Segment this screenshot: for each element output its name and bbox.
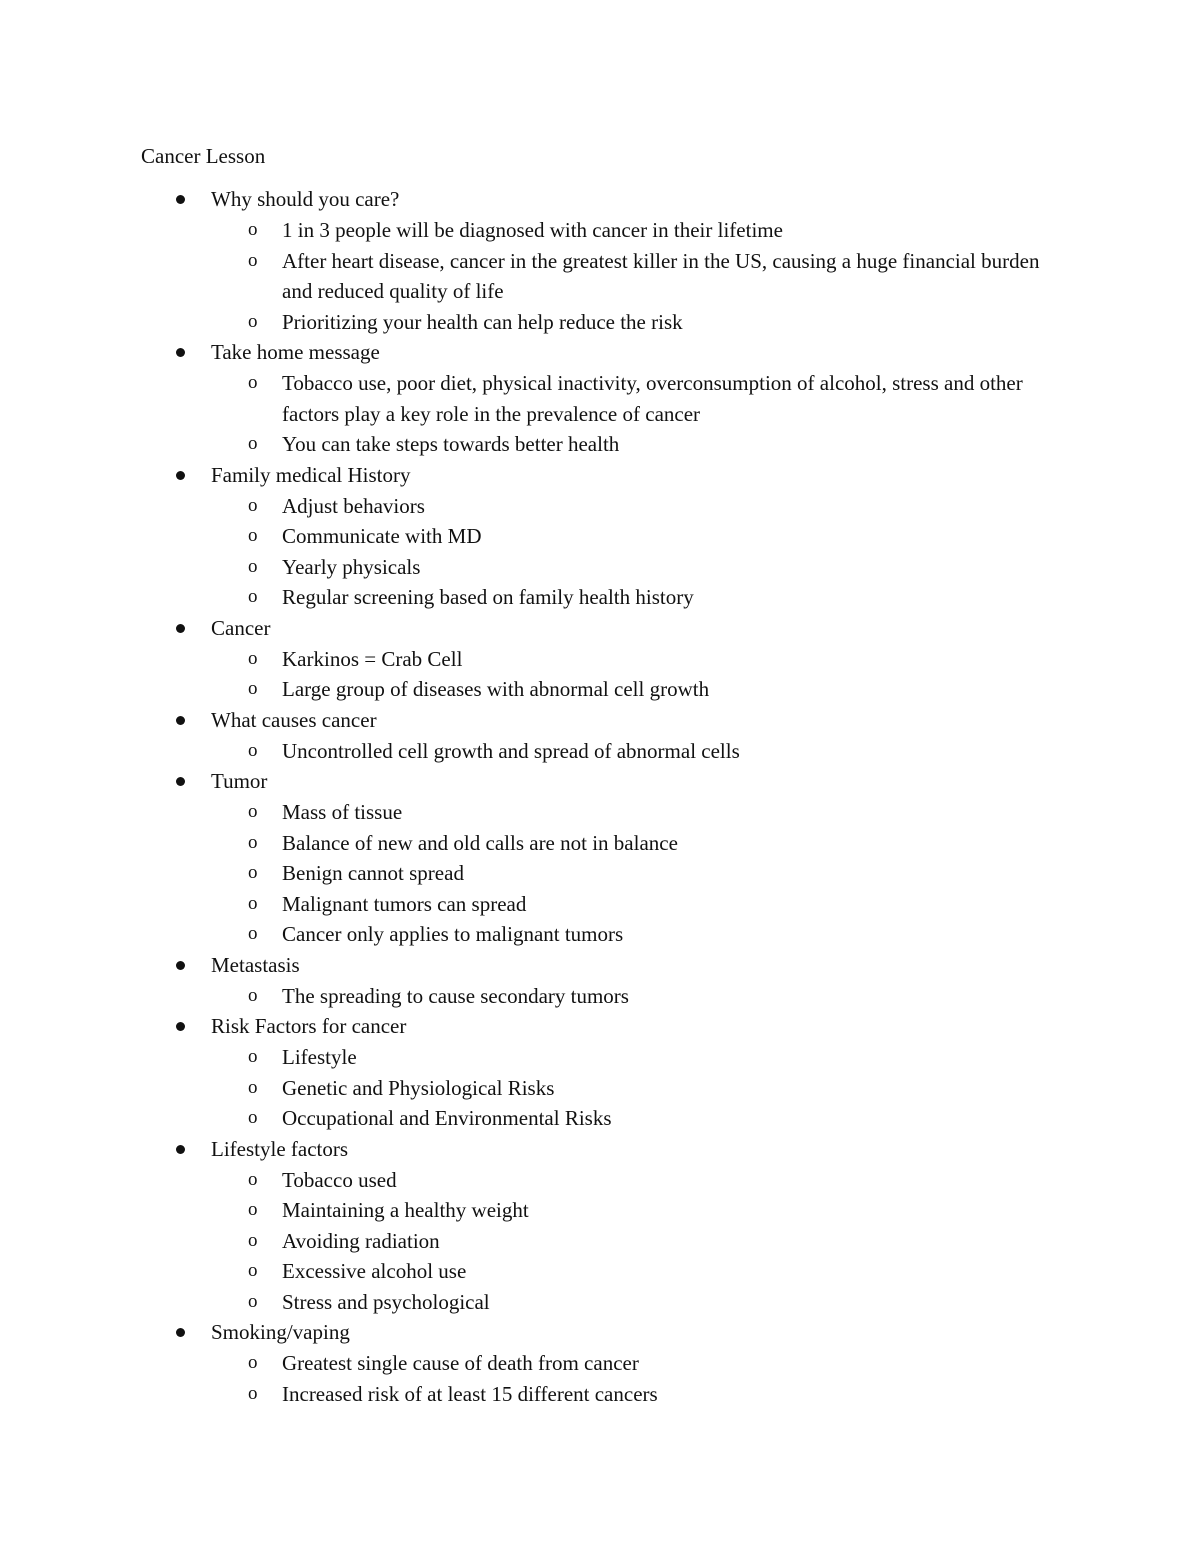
sub-item-text: After heart disease, cancer in the greatest killer in the US, causing a huge financial burden and reduced quality of life [282, 248, 1040, 303]
sub-item-text: Increased risk of at least 15 different cancers [282, 1381, 658, 1406]
sub-item [0, 1042, 1072, 1073]
hollow-circle-bullet-icon: o [248, 525, 258, 546]
sub-item [0, 828, 1072, 859]
topic-row [0, 950, 1200, 981]
topic-label: Tumor [211, 769, 268, 793]
sub-item [0, 215, 1072, 246]
sub-item-text: Mass of tissue [282, 800, 403, 824]
sub-item [0, 1348, 1072, 1379]
sub-item [0, 307, 1072, 338]
bullet-dot-icon [176, 348, 185, 357]
sub-item-list [0, 215, 1200, 337]
sub-item-text: The spreading to cause secondary tumors [282, 983, 629, 1008]
sub-item [0, 429, 1072, 460]
outline-list [0, 184, 1200, 1409]
sub-item [0, 1379, 1072, 1410]
sub-item-text: Occupational and Environmental Risks [282, 1106, 612, 1130]
sub-item-text: Balance of new and old calls are not in balance [282, 830, 678, 855]
hollow-circle-bullet-icon: o [248, 831, 258, 853]
sub-item-text: Tobacco use, poor diet, physical inactivity, overconsumption of alcohol, stress and other factors play a key role in the prevalence of cancer [282, 371, 1023, 426]
sub-item-list [0, 1348, 1200, 1409]
sub-item [0, 736, 1072, 767]
sub-item-list [0, 981, 1200, 1012]
sub-item-text: 1 in 3 people will be diagnosed with cancer in their lifetime [282, 218, 783, 242]
topic-label: Why should you care? [211, 187, 400, 211]
sub-item-text: Tobacco used [282, 1167, 397, 1192]
hollow-circle-bullet-icon: o [248, 219, 258, 240]
hollow-circle-bullet-icon: o [248, 372, 258, 393]
hollow-circle-bullet-icon: o [248, 1046, 258, 1067]
hollow-circle-bullet-icon: o [248, 678, 258, 699]
hollow-circle-bullet-icon: o [248, 984, 258, 1006]
topic-label: Cancer [211, 615, 271, 640]
sub-item-text: Communicate with MD [282, 524, 482, 548]
sub-item [0, 552, 1072, 583]
sub-item-list [0, 797, 1200, 950]
sub-item-list [0, 491, 1200, 613]
hollow-circle-bullet-icon: o [248, 1168, 258, 1190]
sub-item [0, 674, 1072, 705]
outline-topic [0, 766, 1200, 950]
sub-item [0, 246, 1072, 307]
hollow-circle-bullet-icon: o [248, 249, 258, 271]
outline-topic [0, 1011, 1200, 1134]
sub-item-text: Lifestyle [282, 1045, 357, 1069]
topic-row [0, 705, 1200, 736]
sub-item-text: Excessive alcohol use [282, 1259, 467, 1283]
bullet-dot-icon [176, 195, 185, 204]
sub-item [0, 858, 1072, 889]
sub-item [0, 981, 1072, 1012]
sub-item-list [0, 736, 1200, 767]
sub-item [0, 889, 1072, 920]
sub-item [0, 797, 1072, 828]
topic-label: Risk Factors for cancer [211, 1014, 407, 1038]
bullet-dot-icon [176, 716, 185, 725]
sub-item [0, 491, 1072, 522]
outline-topic [0, 337, 1200, 460]
sub-item [0, 1165, 1072, 1196]
hollow-circle-bullet-icon: o [248, 801, 258, 822]
topic-row [0, 337, 1200, 368]
bullet-dot-icon [176, 1145, 185, 1154]
topic-label: Take home message [211, 340, 380, 364]
sub-item-text: Stress and psychological [282, 1289, 490, 1314]
sub-item [0, 582, 1072, 613]
sub-item-text: Malignant tumors can spread [282, 891, 527, 916]
sub-item-text: Greatest single cause of death from cancer [282, 1351, 639, 1375]
hollow-circle-bullet-icon: o [248, 310, 258, 332]
outline-topic [0, 613, 1200, 705]
hollow-circle-bullet-icon: o [248, 923, 258, 944]
sub-item [0, 1226, 1072, 1257]
sub-item [0, 1287, 1072, 1318]
hollow-circle-bullet-icon: o [248, 1076, 258, 1098]
sub-item-text: Yearly physicals [282, 554, 421, 579]
hollow-circle-bullet-icon: o [248, 892, 258, 914]
bullet-dot-icon [176, 961, 185, 970]
sub-item [0, 1073, 1072, 1104]
topic-label: Metastasis [211, 952, 300, 977]
hollow-circle-bullet-icon: o [248, 1352, 258, 1373]
sub-item [0, 1195, 1072, 1226]
sub-item [0, 368, 1072, 429]
bullet-dot-icon [176, 471, 185, 480]
sub-item-text: Adjust behaviors [282, 493, 425, 518]
sub-item-text: Benign cannot spread [282, 861, 464, 885]
sub-item-list [0, 644, 1200, 705]
sub-item [0, 521, 1072, 552]
hollow-circle-bullet-icon: o [248, 1107, 258, 1128]
sub-item-text: Avoiding radiation [282, 1228, 440, 1253]
hollow-circle-bullet-icon: o [248, 739, 258, 761]
hollow-circle-bullet-icon: o [248, 555, 258, 577]
topic-label: Lifestyle factors [211, 1136, 349, 1161]
document-title: Cancer Lesson [141, 144, 266, 168]
outline-topic [0, 460, 1200, 613]
sub-item-text: Uncontrolled cell growth and spread of abnormal cells [282, 738, 740, 763]
hollow-circle-bullet-icon: o [248, 862, 258, 883]
sub-item-text: You can take steps towards better health [282, 432, 620, 456]
topic-row [0, 1317, 1200, 1348]
hollow-circle-bullet-icon: o [248, 1260, 258, 1281]
bullet-dot-icon [176, 624, 185, 633]
topic-label: What causes cancer [211, 707, 377, 732]
hollow-circle-bullet-icon: o [248, 494, 258, 516]
topic-label: Smoking/vaping [211, 1320, 350, 1344]
hollow-circle-bullet-icon: o [248, 1290, 258, 1312]
sub-item-list [0, 368, 1200, 460]
sub-item-text: Large group of diseases with abnormal cell growth [282, 677, 710, 701]
sub-item [0, 1103, 1072, 1134]
topic-row [0, 613, 1200, 644]
bullet-dot-icon [176, 1022, 185, 1031]
bullet-dot-icon [176, 1328, 185, 1337]
hollow-circle-bullet-icon: o [248, 1382, 258, 1404]
sub-item [0, 644, 1072, 675]
outline-topic [0, 1317, 1200, 1409]
sub-item-text: Maintaining a healthy weight [282, 1198, 529, 1222]
sub-item-text: Cancer only applies to malignant tumors [282, 922, 624, 946]
hollow-circle-bullet-icon: o [248, 433, 258, 454]
sub-item-text: Prioritizing your health can help reduce the risk [282, 309, 683, 334]
sub-item-list [0, 1165, 1200, 1318]
topic-row [0, 1134, 1200, 1165]
topic-row [0, 766, 1200, 797]
sub-item-text: Karkinos = Crab Cell [282, 646, 463, 671]
sub-item-text: Regular screening based on family health history [282, 585, 694, 609]
sub-item-text: Genetic and Physiological Risks [282, 1075, 555, 1100]
hollow-circle-bullet-icon: o [248, 1229, 258, 1251]
topic-label: Family medical History [211, 462, 411, 487]
bullet-dot-icon [176, 777, 185, 786]
topic-row [0, 460, 1200, 491]
hollow-circle-bullet-icon: o [248, 647, 258, 669]
sub-item [0, 1256, 1072, 1287]
sub-item [0, 919, 1072, 950]
outline-topic [0, 705, 1200, 767]
outline-topic [0, 184, 1200, 337]
topic-row [0, 1011, 1200, 1042]
sub-item-list [0, 1042, 1200, 1134]
outline-topic [0, 1134, 1200, 1318]
hollow-circle-bullet-icon: o [248, 1199, 258, 1220]
outline-topic [0, 950, 1200, 1012]
topic-row [0, 184, 1200, 215]
hollow-circle-bullet-icon: o [248, 586, 258, 607]
